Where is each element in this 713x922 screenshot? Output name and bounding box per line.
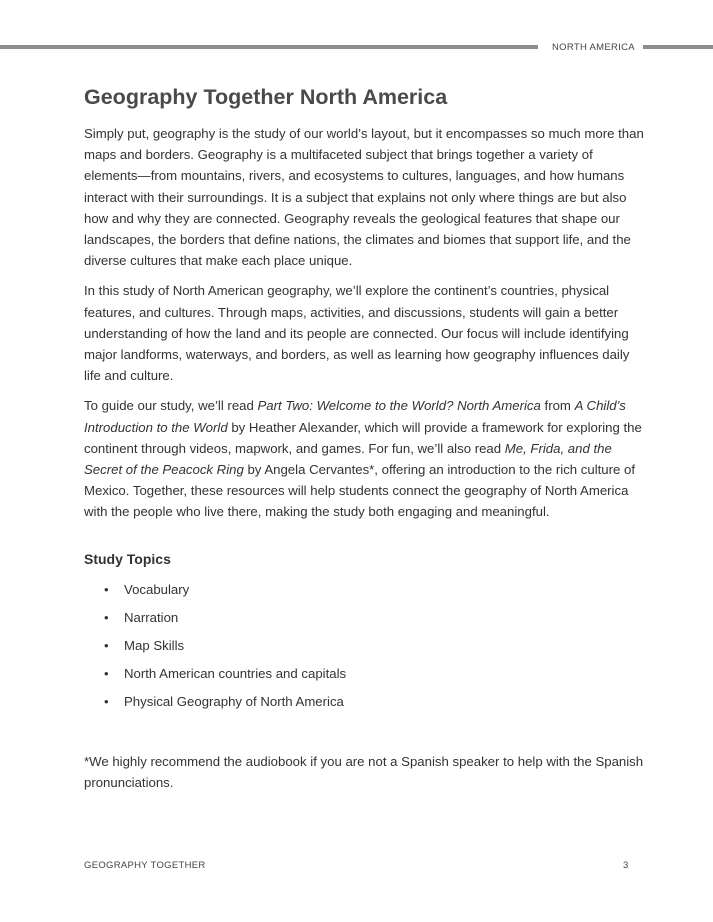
paragraph-3-text-2: from: [540, 398, 575, 414]
paragraph-3-text-4: by Angela Cervantes*, offering an introduction to the rich culture of Mexico. Together, these resources will help students connect the geography of North America with the people who live there, making the study both engaging and meaningful.: [84, 462, 636, 520]
paragraph-3-text-1: To guide our study, we’ll read: [84, 398, 258, 414]
list-item: [104, 610, 346, 638]
book-title-2: Me, Frida, and the Secret of the Peacock Ring: [84, 440, 612, 478]
list-item-label: Map Skills: [124, 638, 185, 653]
list-item: [104, 582, 346, 610]
list-item-label: Vocabulary: [124, 582, 190, 597]
list-item-label: North American countries and capitals: [124, 666, 347, 681]
list-item-label: Narration: [124, 610, 179, 625]
study-topics-list: [104, 582, 346, 722]
paragraph-3: [84, 395, 644, 522]
list-item: [104, 666, 346, 694]
list-item: [104, 638, 346, 666]
bullet-icon: •: [104, 638, 109, 653]
paragraph-3-text-3: by Heather Alexander, which will provide a framework for exploring the continent through videos, mapwork, and games. For fun, we’ll also read: [84, 419, 642, 456]
running-header: NORTH AMERICA: [552, 42, 635, 53]
bullet-icon: •: [104, 610, 109, 625]
header-rule-left: [0, 45, 538, 49]
study-topics-heading: Study Topics: [84, 551, 171, 567]
body-text: [84, 123, 644, 532]
list-item: [104, 694, 346, 722]
page-title: Geography Together North America: [84, 85, 448, 109]
header-rule-right: [643, 45, 713, 49]
bullet-icon: •: [104, 582, 109, 597]
list-item-label: Physical Geography of North America: [124, 694, 344, 709]
footnote: *We highly recommend the audiobook if you are not a Spanish speaker to help with the Spanish pronunciations.: [84, 754, 644, 790]
book-title-1: A Child’s Introduction to the World: [84, 398, 626, 435]
running-footer: GEOGRAPHY TOGETHER: [84, 860, 206, 871]
book-section-title: Part Two: Welcome to the World? North America: [257, 398, 541, 414]
bullet-icon: •: [104, 666, 109, 681]
paragraph-1: Simply put, geography is the study of our world’s layout, but it encompasses so much more than maps and borders. Geography is a multifaceted subject that brings together a variety of elements—from mountains, rivers, and ecosystems to cultures, languages, and how humans interact with their surroundings. It is a subject that explains not only where things are but also how and why they are connected. Geography reveals the geological features that shape our landscapes, the borders that define nations, the climates and biomes that support life, and the diverse cultures that make each place unique.: [84, 126, 644, 269]
bullet-icon: •: [104, 694, 109, 709]
page-number: 3: [623, 860, 629, 871]
paragraph-2: In this study of North American geography, we’ll explore the continent’s countries, physical features, and cultures. Through maps, activities, and discussions, students will gain a better understanding of how the land and its people are connected. Our focus will include identifying major landforms, waterways, and borders, as well as learning how geography influences daily life and culture.: [84, 283, 630, 384]
